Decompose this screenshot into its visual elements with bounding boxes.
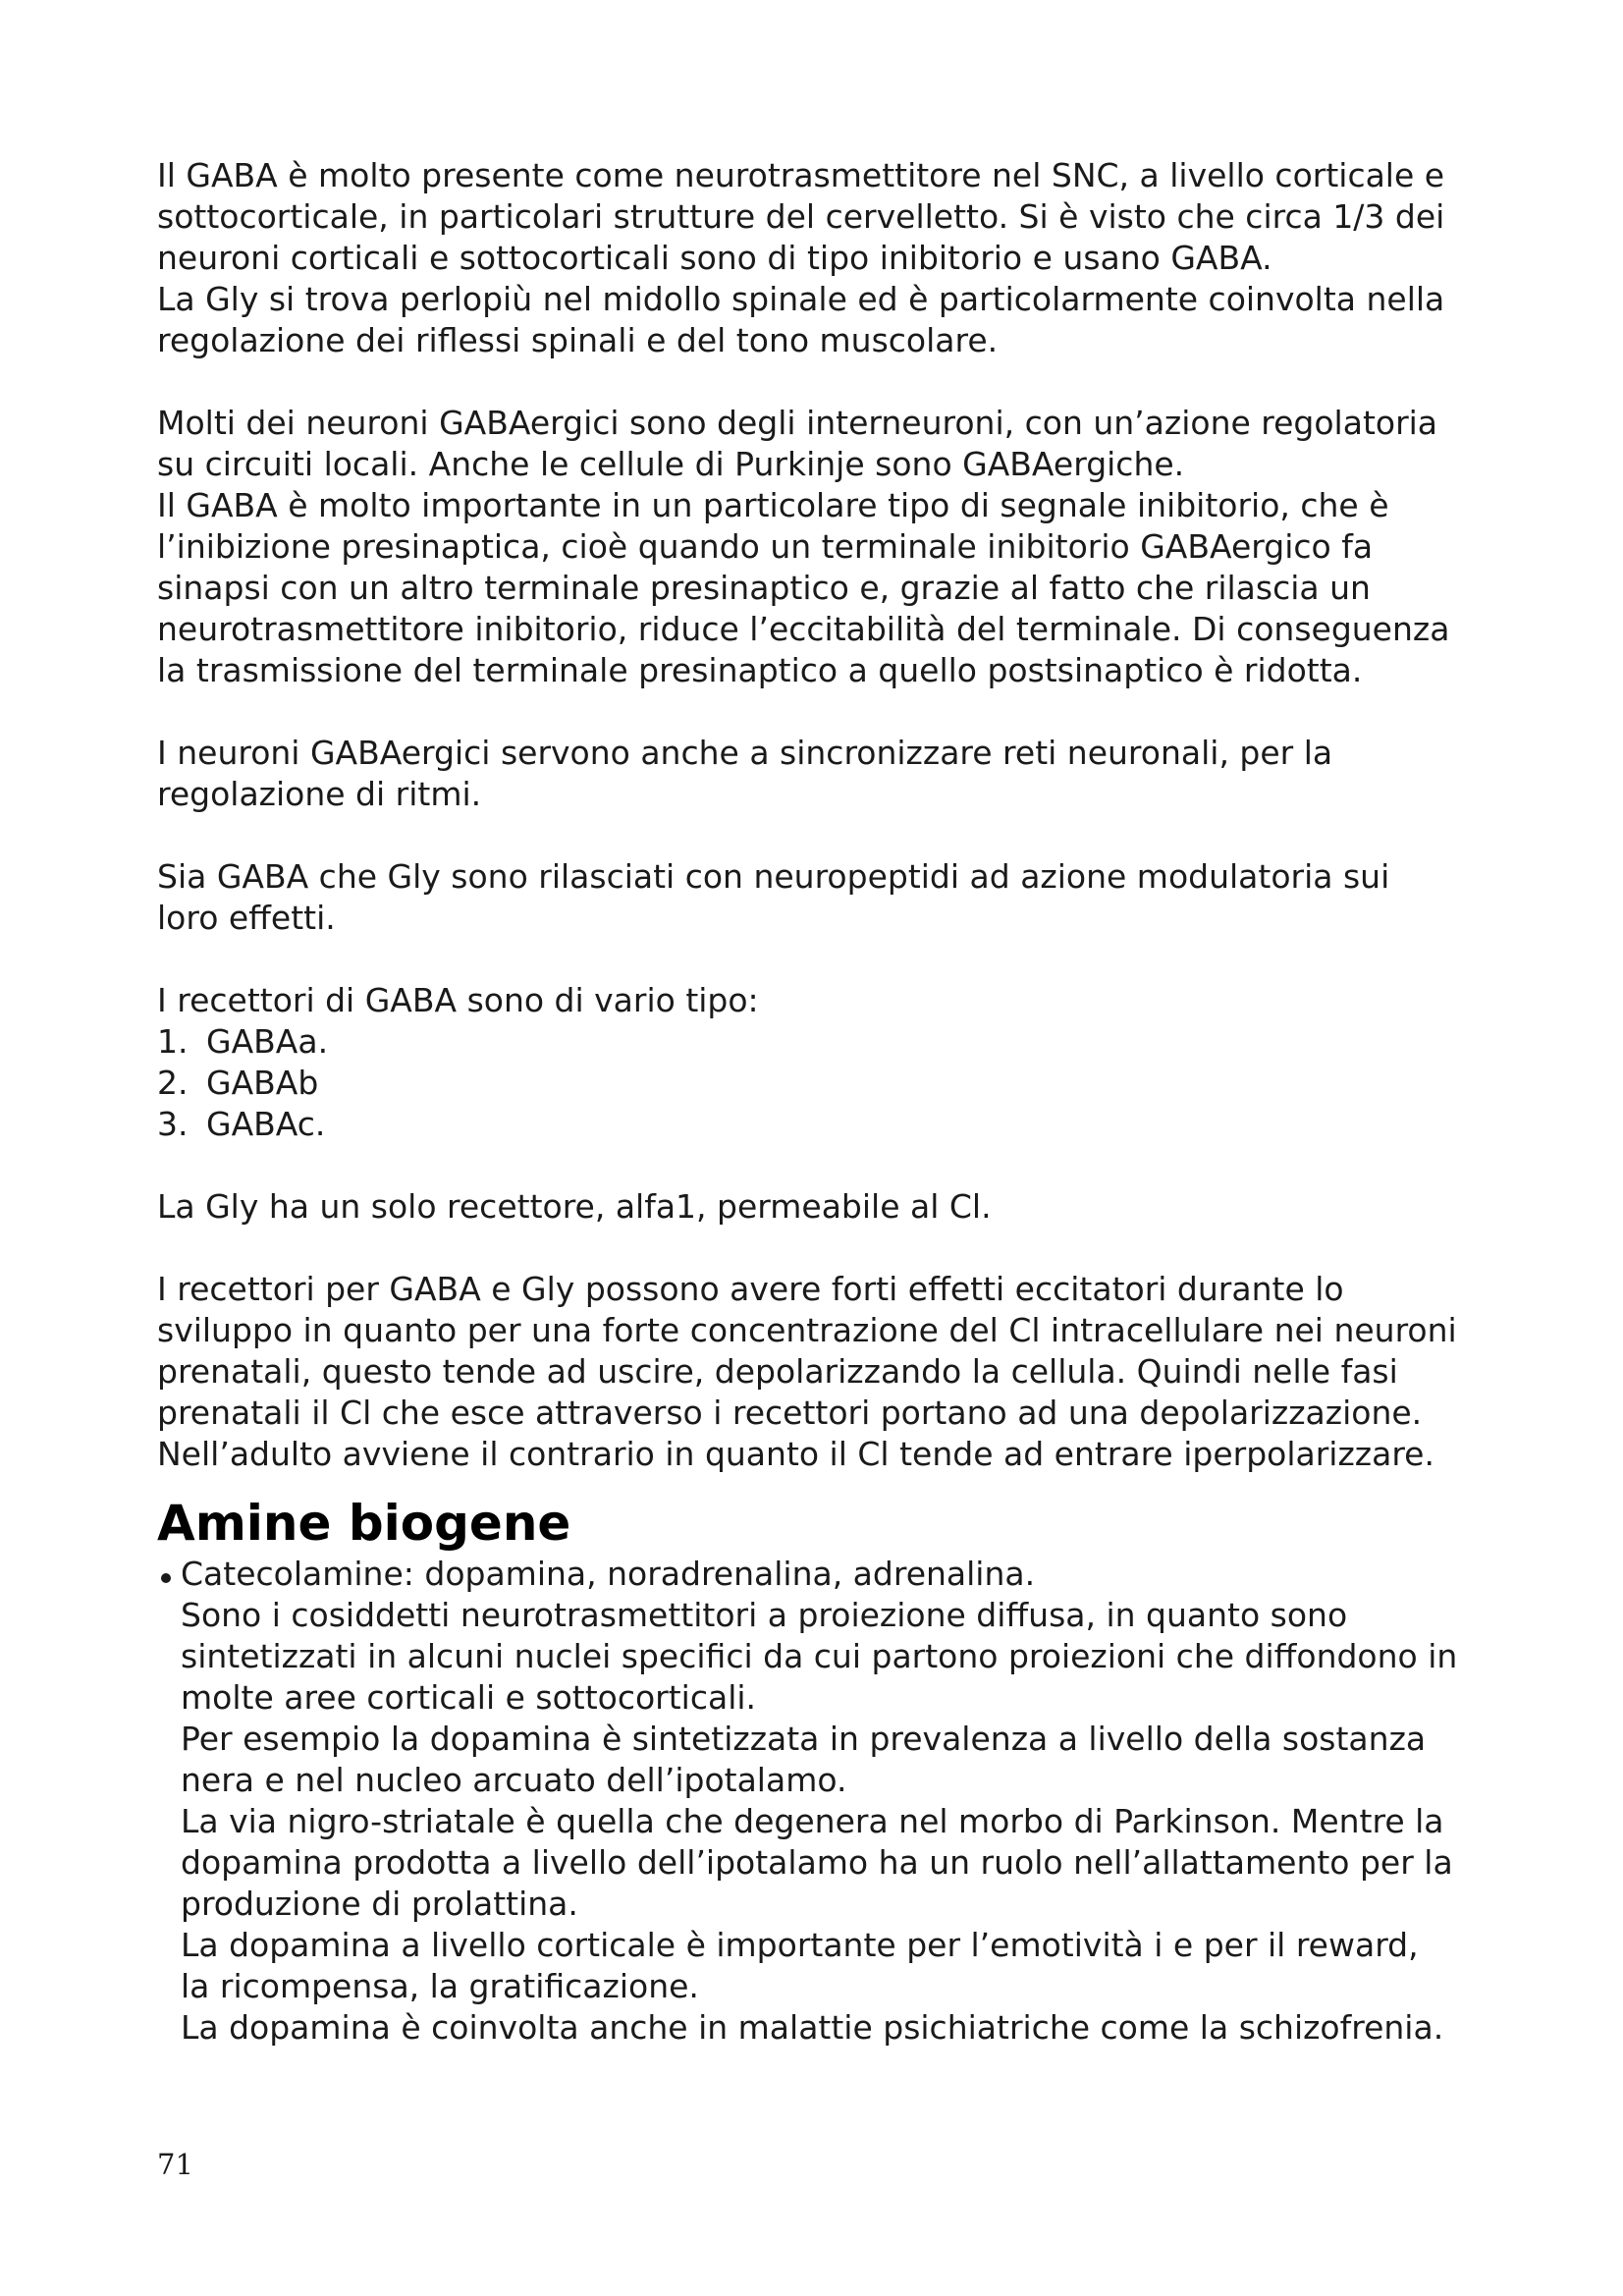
list-item [157,1063,1492,1104]
list-number: 2. [157,1064,189,1102]
text-line: prenatali il Cl che esce attraverso i recettori portano ad una depolarizzazione. [157,1394,1423,1432]
text-line: prenatali, questo tende ad uscire, depolarizzando la cellula. Quindi nelle fasi [157,1352,1398,1391]
text-line: su circuiti locali. Anche le cellule di Purkinje sono GABAergiche. [157,445,1185,483]
text-line: La Gly ha un solo recettore, alfa1, permeabile al Cl. [157,1187,992,1226]
text-line: Il GABA è molto presente come neurotrasmettitore nel SNC, a livello corticale e [157,156,1445,194]
list-item [157,1021,1492,1063]
page-number: 71 [157,2148,193,2181]
paragraph-receptor-intro [157,980,1492,1021]
text-line: I neuroni GABAergici servono anche a sincronizzare reti neuronali, per la [157,734,1333,772]
paragraph-synchronization [157,733,1492,815]
text-line: Sia GABA che Gly sono rilasciati con neuropeptidi ad azione modulatoria sui [157,857,1390,896]
text-line: la trasmissione del terminale presinaptico a quello postsinaptico è ridotta. [157,651,1363,689]
text-line: Per esempio la dopamina è sintetizzata in prevalenza a livello della sostanza [181,1720,1427,1758]
text-line: regolazione dei riflessi spinali e del tono muscolare. [157,321,999,359]
text-line: sinapsi con un altro terminale presinaptico e, grazie al fatto che rilascia un [157,569,1371,607]
list-number: 1. [157,1022,189,1061]
text-line: sviluppo in quanto per una forte concentrazione del Cl intracellulare nei neuroni [157,1311,1457,1349]
text-line: Sono i cosiddetti neurotrasmettitori a proiezione diffusa, in quanto sono [181,1596,1348,1634]
paragraph-gap [157,939,1492,980]
list-number: 3. [157,1105,189,1143]
paragraph-neuropeptides [157,856,1492,939]
paragraph-gap [157,361,1492,403]
bullet-list-item [157,1554,1492,2049]
text-line: sottocorticale, in particolari strutture del cervelletto. Si è visto che circa 1/3 dei [157,197,1445,236]
bullet-body [157,1595,1492,2049]
text-line: La dopamina è coinvolta anche in malattie psichiatriche come la schizofrenia. [181,2008,1444,2047]
paragraph-gap [157,1145,1492,1186]
text-line: l’inibizione presinaptica, cioè quando un terminale inibitorio GABAergico fa [157,527,1374,566]
section-heading: Amine biogene [157,1495,571,1552]
list-item-label: GABAb [206,1064,319,1102]
paragraph-excitatory-effects [157,1269,1492,1475]
text-line: loro effetti. [157,899,336,937]
text-line: Molti dei neuroni GABAergici sono degli interneuroni, con un’azione regolatoria [157,404,1438,442]
paragraph-gap [157,691,1492,733]
text-line: regolazione di ritmi. [157,775,482,813]
page-body [157,155,1492,2049]
text-line: I recettori per GABA e Gly possono avere forti effetti eccitatori durante lo [157,1270,1344,1308]
text-line: produzione di prolattina. [181,1885,578,1923]
text-line: La dopamina a livello corticale è importante per l’emotività i e per il reward, [181,1926,1419,1964]
text-line: neuroni corticali e sottocorticali sono di tipo inibitorio e usano GABA. [157,239,1272,277]
text-line: neurotrasmettitore inibitorio, riduce l’eccitabilità del terminale. Di conseguenza [157,610,1450,648]
list-item-label: GABAa. [206,1022,329,1061]
text-line: molte aree corticali e sottocorticali. [181,1678,757,1717]
bullet-dot-icon [157,1554,181,1595]
text-line: I recettori di GABA sono di vario tipo: [157,981,759,1019]
list-item [157,1104,1492,1145]
paragraph-gap [157,1228,1492,1269]
text-line: sintetizzati in alcuni nuclei specifici da cui partono proiezioni che diffondono in [181,1637,1458,1675]
text-line: Il GABA è molto importante in un particolare tipo di segnale inibitorio, che è [157,486,1389,524]
receptor-list [157,1021,1492,1145]
text-line: la ricompensa, la gratificazione. [181,1967,699,2005]
paragraph-gly-receptor [157,1186,1492,1228]
text-line: La Gly si trova perlopiù nel midollo spinale ed è particolarmente coinvolta nella [157,280,1445,318]
bullet-text: Catecolamine: dopamina, noradrenalina, adrenalina. [181,1555,1036,1593]
text-line: nera e nel nucleo arcuato dell’ipotalamo. [181,1761,847,1799]
paragraph-gabaergic-neurons [157,403,1492,691]
text-line: Nell’adulto avviene il contrario in quanto il Cl tende ad entrare iperpolarizzare. [157,1435,1434,1473]
paragraph-gaba-presence [157,155,1492,361]
paragraph-gap [157,815,1492,856]
bullet-first-line [157,1554,1492,1595]
text-line: dopamina prodotta a livello dell’ipotalamo ha un ruolo nell’allattamento per la [181,1843,1453,1882]
text-line: La via nigro-striatale è quella che degenera nel morbo di Parkinson. Mentre la [181,1802,1444,1840]
list-item-label: GABAc. [206,1105,326,1143]
